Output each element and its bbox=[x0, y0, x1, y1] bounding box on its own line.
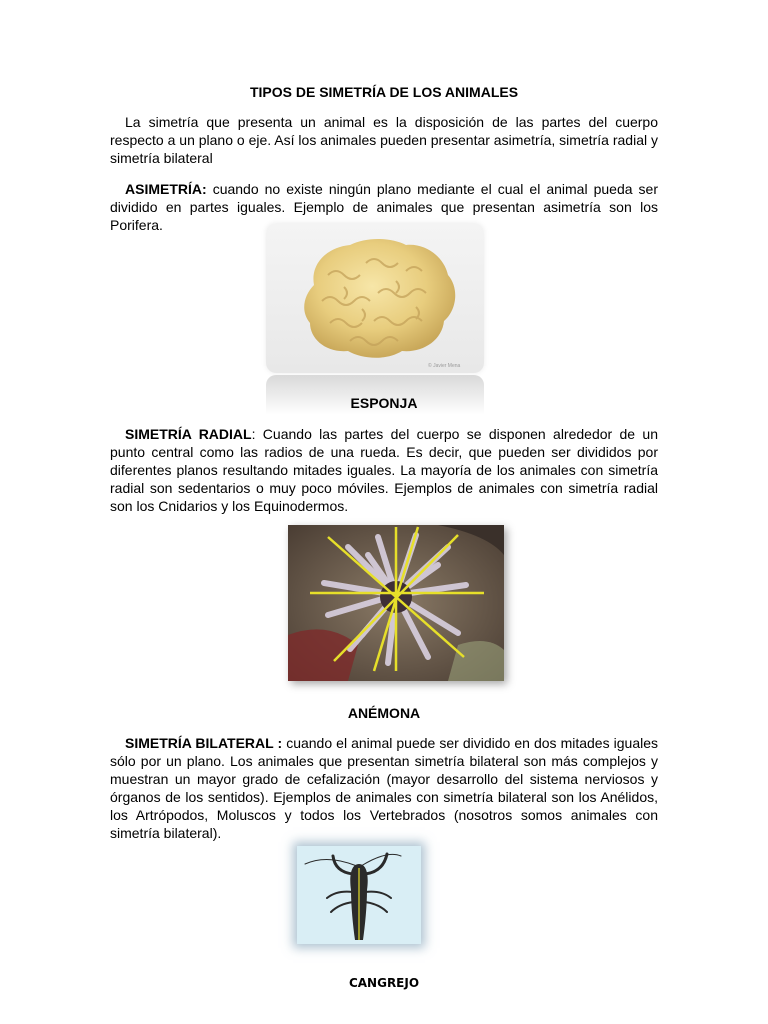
anemone-image bbox=[288, 525, 504, 681]
crayfish-image bbox=[297, 846, 421, 944]
radial-heading: SIMETRÍA RADIAL bbox=[125, 426, 252, 442]
radial-paragraph bbox=[110, 425, 658, 515]
crayfish-caption: CANGREJO bbox=[348, 976, 420, 990]
intro-paragraph: La simetría que presenta un animal es la disposición de las partes del cuerpo respecto a un plano o eje. Así los animales pueden presentar asimetría, simetría radial y simetría bilateral bbox=[110, 114, 658, 166]
radial-text: : Cuando las partes del cuerpo se disponen alrededor de un punto central como las radios de una rueda. Es decir, que pueden ser divididos por diferentes planos resultando mitades iguales. La mayoría de los animales con simetría radial son sedentarios o muy poco móviles. Ejemplos de animales con simetría radial son los Cnidarios y los Equinodermos. bbox=[110, 426, 658, 514]
sponge-caption: ESPONJA bbox=[350, 395, 418, 411]
crayfish-illustration bbox=[297, 846, 421, 944]
image-watermark: © Javier Mena bbox=[428, 363, 461, 369]
sponge-image bbox=[266, 223, 484, 373]
anemone-illustration bbox=[288, 525, 504, 681]
page-title: TIPOS DE SIMETRÍA DE LOS ANIMALES bbox=[249, 84, 519, 100]
sponge-illustration bbox=[266, 223, 484, 373]
anemone-caption: ANÉMONA bbox=[347, 705, 421, 721]
bilateral-paragraph bbox=[110, 734, 658, 842]
asimetria-text: cuando no existe ningún plano mediante el cual el animal pueda ser dividido en partes iguales. Ejemplo de animales que presentan asimetría son los Porifera. bbox=[110, 181, 658, 233]
bilateral-heading: SIMETRÍA BILATERAL : bbox=[125, 735, 283, 751]
bilateral-text: cuando el animal puede ser dividido en dos mitades iguales sólo por un plano. Los animales que presentan simetría bilateral son más complejos y muestran un mayor grado de cefalización (mayor desarrollo del sistema nerviosos y órganos de los sentidos). Ejemplos de animales con simetría bilateral son los Anélidos, los Artrópodos, Moluscos y todos los Vertebrados (nosotros somos animales con simetría bilateral). bbox=[110, 735, 659, 841]
asimetria-heading: ASIMETRÍA: bbox=[125, 181, 207, 197]
